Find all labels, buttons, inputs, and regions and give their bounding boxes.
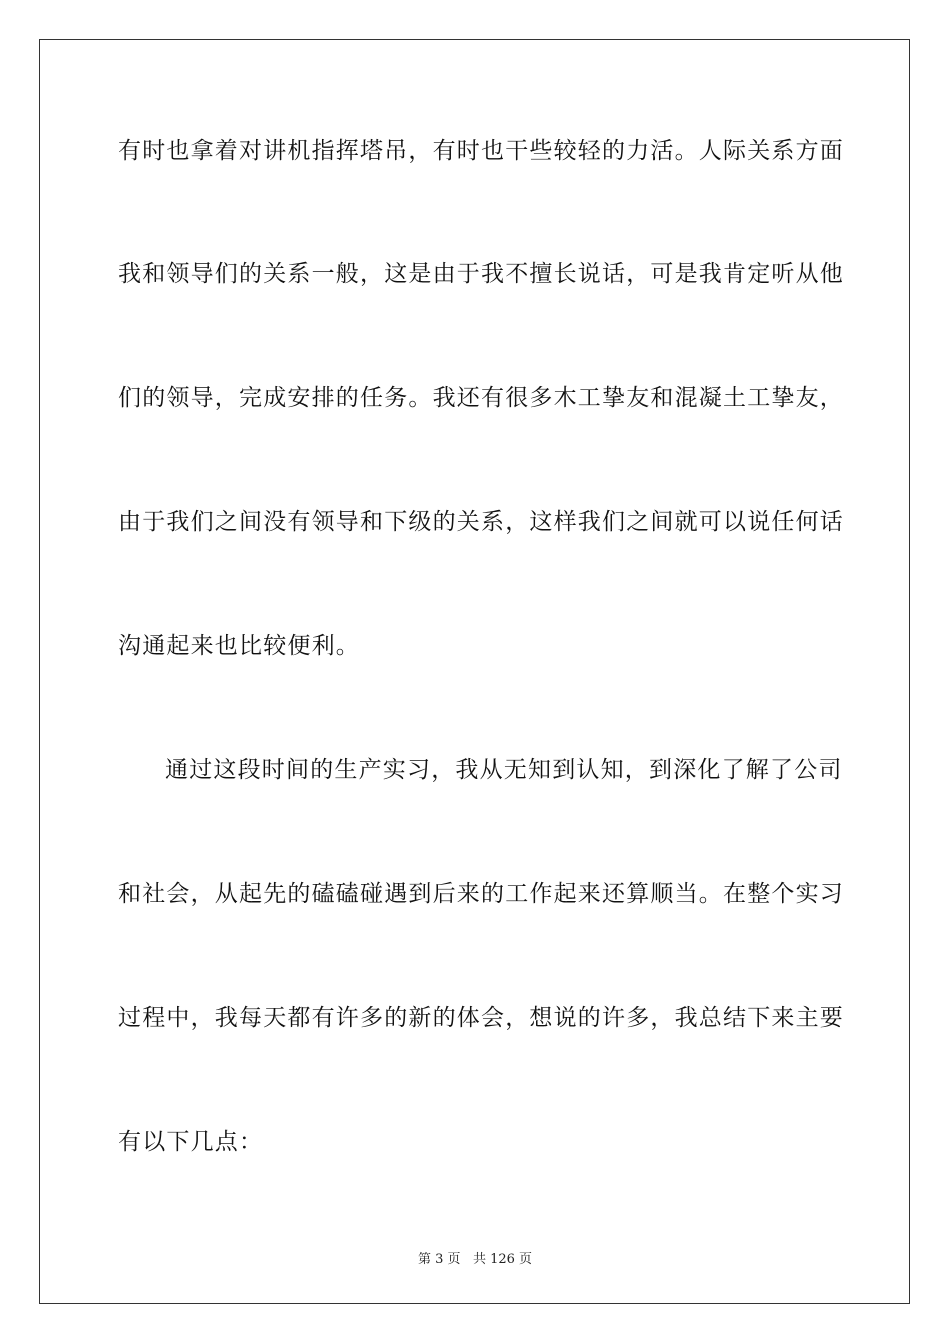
text-line-3: 们的领导，完成安排的任务。我还有很多木工挚友和混凝土工挚友， [118, 385, 844, 411]
text-line-8: 过程中，我每天都有许多的新的体会，想说的许多，我总结下来主要 [118, 1005, 844, 1031]
text-line-9: 有以下几点： [118, 1129, 264, 1155]
page-border [39, 39, 910, 1304]
page-number: 第 3 页 [417, 1252, 461, 1267]
page-footer [0, 1248, 950, 1267]
text-line-5: 沟通起来也比较便利。 [118, 633, 360, 659]
text-line-6: 通过这段时间的生产实习，我从无知到认知，到深化了解了公司 [165, 757, 843, 783]
text-line-7: 和社会，从起先的磕磕碰遇到后来的工作起来还算顺当。在整个实习 [118, 881, 844, 907]
text-line-1: 有时也拿着对讲机指挥塔吊，有时也干些较轻的力活。人际关系方面 [118, 138, 844, 164]
text-line-2: 我和领导们的关系一般，这是由于我不擅长说话，可是我肯定听从他 [118, 261, 844, 287]
text-line-4: 由于我们之间没有领导和下级的关系，这样我们之间就可以说任何话 [118, 509, 844, 535]
page-total: 共 126 页 [472, 1252, 533, 1267]
